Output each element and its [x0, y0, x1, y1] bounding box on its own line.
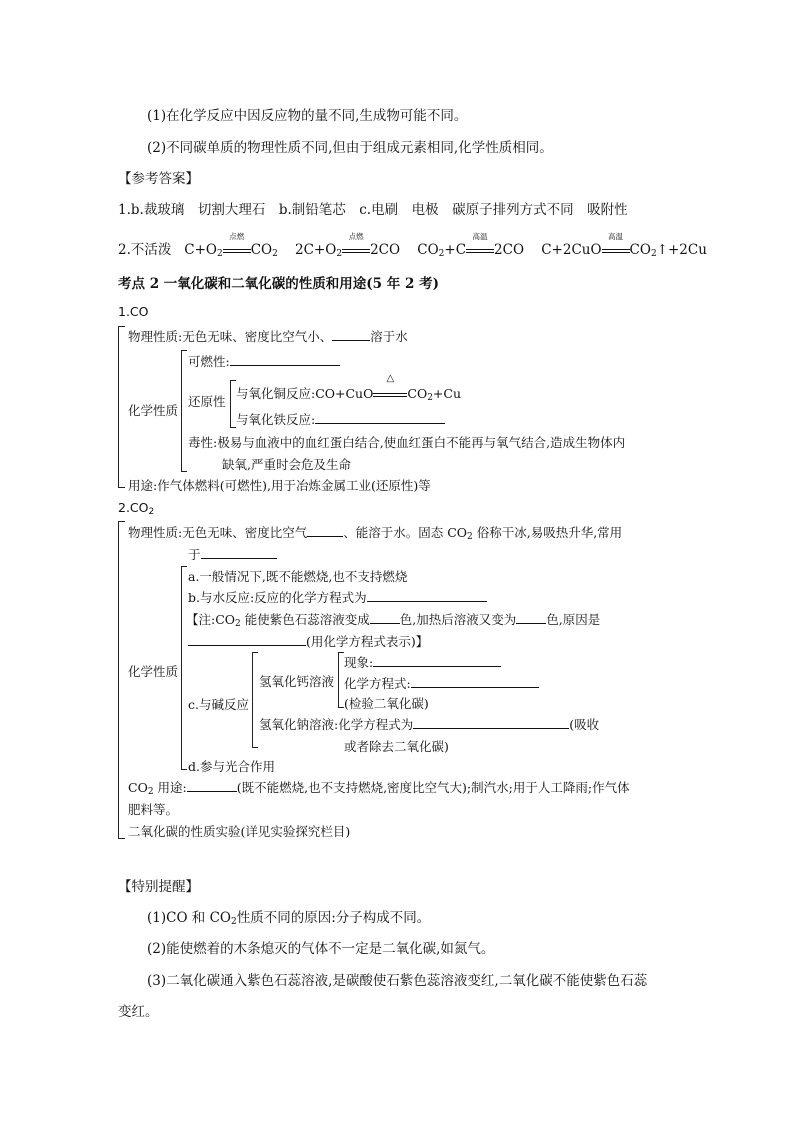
sub: 2	[650, 249, 657, 259]
co2-note-2	[188, 632, 428, 650]
co2-b	[188, 588, 487, 606]
co2-use-a: CO	[128, 780, 148, 795]
reminder-heading: 【特别提醒】	[118, 879, 199, 895]
co-fe-text: 与氧化铁反应:	[236, 412, 316, 427]
blank	[413, 716, 569, 729]
co-physical-text: 物理性质:无色无味、密度比空气小、	[128, 329, 333, 344]
co2-note-a: 【注:CO	[186, 612, 236, 627]
co2-phys-2: 于	[188, 547, 201, 562]
co2-note-2-text: (用化学方程式表示)】	[306, 634, 429, 649]
co-brace	[118, 326, 125, 488]
co2-naoh	[259, 715, 599, 733]
co2-phenom	[344, 653, 501, 671]
blank	[187, 779, 237, 792]
co2-naoh-2: 或者除去二氧化碳)	[344, 739, 449, 754]
blank	[332, 328, 370, 341]
sub: 2	[148, 507, 155, 517]
co-cuo-text: 与氧化铜反应:CO+CuO	[236, 386, 374, 401]
sub: 2	[336, 249, 343, 259]
co-chem-brace	[181, 350, 187, 472]
co2-naoh-label: 氢氧化钠溶液:	[259, 717, 339, 732]
tip-line-1: (1)在化学反应中因反应物的量不同,生成物可能不同。	[147, 108, 468, 124]
eq2-cond: 点燃	[348, 232, 364, 241]
blank	[307, 524, 343, 537]
co-fe	[236, 410, 445, 428]
sub: 2	[272, 249, 278, 259]
reminder-1a: (1)CO 和 CO	[147, 910, 231, 926]
co-use: 用途:作气体燃料(可燃性),用于冶炼金属工业(还原性)等	[128, 478, 431, 493]
blank	[188, 633, 306, 646]
reminder-3: (3)二氧化碳通入紫色石蕊溶液,是碳酸使石紫色蕊溶液变红,二氧化碳不能使紫色石蕊	[147, 973, 648, 989]
co2-label	[118, 500, 154, 517]
answer-l2-prefix: 2.不活泼	[118, 242, 172, 258]
eq4-cond: 高温	[608, 232, 624, 241]
sub: 2	[231, 917, 237, 927]
co-flammable	[188, 352, 340, 370]
blank	[373, 654, 501, 667]
sub: 2	[467, 532, 473, 542]
eq4-arrow	[602, 232, 630, 258]
co2-physical-1	[128, 523, 622, 542]
reminder-1	[147, 906, 430, 927]
co2-d: d.参与光合作用	[188, 759, 275, 774]
eq4-right2: ↑+2Cu	[656, 242, 707, 258]
reminder-2: (2)能使燃着的木条熄灭的气体不一定是二氧化碳,如氮气。	[147, 941, 495, 957]
co2-use-2: 肥料等。	[128, 802, 179, 817]
answer-line-1: 1.b.裁玻璃 切割大理石 b.制铅笔芯 c.电刷 电极 碳原子排列方式不同 吸附性	[118, 202, 628, 218]
co2-naoh-tail: (吸收	[569, 717, 600, 732]
blank	[367, 589, 487, 602]
eq3-right: 2CO	[494, 242, 525, 258]
eq2-arrow	[342, 232, 370, 258]
co2-note-1	[186, 610, 600, 629]
co2-chemical-label: 化学性质	[128, 664, 179, 679]
sub: 2	[216, 249, 223, 259]
sub: 2	[147, 787, 154, 797]
sub: 2	[235, 619, 241, 629]
answer-heading: 【参考答案】	[118, 171, 199, 187]
co2-c: c.与碱反应	[188, 697, 249, 712]
eq3-cond: 高温	[472, 232, 488, 241]
co-cuo-product: CO	[407, 386, 428, 401]
eq3-left: CO	[417, 242, 439, 258]
co-cuo	[236, 373, 462, 403]
eq3-arrow	[466, 232, 494, 258]
co2-experiment: 二氧化碳的性质实验(详见实验探究栏目)	[128, 824, 351, 839]
co2-caoh-eq-text: 化学方程式:	[344, 676, 411, 691]
reminder-3b: 变红。	[118, 1004, 159, 1020]
eq1-arrow	[223, 232, 251, 258]
eq2-right: 2CO	[370, 242, 401, 258]
blank	[230, 353, 340, 366]
section-title: 考点 2 一氧化碳和二氧化碳的性质和用途(5 年 2 考)	[118, 276, 439, 292]
answer-line-2	[118, 232, 707, 259]
co2-use-c: (既不能燃烧,也不支持燃烧,密度比空气大);制汽水;用于人工降雨;作气体	[236, 780, 630, 795]
co2-naoh-eq: 化学方程式为	[338, 717, 414, 732]
co2-phys-a: 物理性质:无色无味、密度比空气	[128, 525, 308, 540]
co-label: 1.CO	[118, 304, 149, 319]
co2-caoh-eq	[344, 674, 539, 692]
co2-note-c: 色,加热后溶液又变为	[399, 612, 517, 627]
blank	[370, 611, 400, 624]
co2-caoh: 氢氧化钙溶液	[259, 674, 335, 689]
cuo-cond: △	[386, 373, 395, 384]
co2-physical-2	[188, 545, 277, 563]
tip-line-2: (2)不同碳单质的物理性质不同,但由于组成元素相同,化学性质相同。	[147, 140, 553, 156]
co2-b-text: b.与水反应:反应的化学方程式为	[188, 590, 367, 605]
co-chemical-label: 化学性质	[128, 403, 179, 418]
eq1-left: C+O	[184, 242, 217, 258]
co2-note-b: 能使紫色石蕊溶液变成	[240, 612, 370, 627]
blank	[201, 546, 277, 559]
eq3-left2: +C	[444, 242, 467, 258]
co2-chem-brace	[181, 566, 187, 770]
co-toxic-1: 毒性:极易与血液中的血红蛋白结合,使血红蛋白不能再与氧气结合,造成生物体内	[188, 435, 626, 450]
reminder-1b: 性质不同的原因:分子构成不同。	[236, 910, 431, 926]
co2-check: (检验二氧化碳)	[344, 696, 429, 711]
co2-use-b: 用途:	[153, 780, 187, 795]
co-cuo-tail: +Cu	[432, 386, 462, 401]
co2-label-text: 2.CO	[118, 500, 149, 515]
cuo-arrow	[373, 373, 407, 401]
co-toxic-2: 缺氧,严重时会危及生命	[222, 457, 351, 472]
co2-use	[128, 778, 630, 797]
co2-alkali-brace	[252, 652, 258, 748]
co2-phys-b: 、能溶于水。固态 CO	[343, 525, 468, 540]
co2-a: a.一般情况下,既不能燃烧,也不支持燃烧	[188, 569, 408, 584]
blank	[516, 611, 546, 624]
co2-phenom-text: 现象:	[344, 655, 374, 670]
co2-phys-c: 俗称干冰,易吸热升华,常用	[472, 525, 623, 540]
sub: 2	[427, 393, 433, 403]
co-flammable-text: 可燃性:	[188, 354, 230, 369]
co-reducing: 还原性	[188, 394, 226, 409]
co2-note-d: 色,原因是	[546, 612, 601, 627]
co2-brace	[118, 521, 125, 839]
eq4-left: C+2CuO	[541, 242, 602, 258]
eq1-cond: 点燃	[229, 232, 245, 241]
sub: 2	[438, 249, 445, 259]
eq1-right: CO	[250, 242, 273, 258]
eq2-left: 2C+O	[295, 242, 337, 258]
eq4-right: CO	[629, 242, 651, 258]
blank	[411, 675, 539, 688]
co-physical-tail: 溶于水	[370, 329, 408, 344]
co-physical	[128, 327, 408, 345]
blank	[315, 411, 445, 424]
